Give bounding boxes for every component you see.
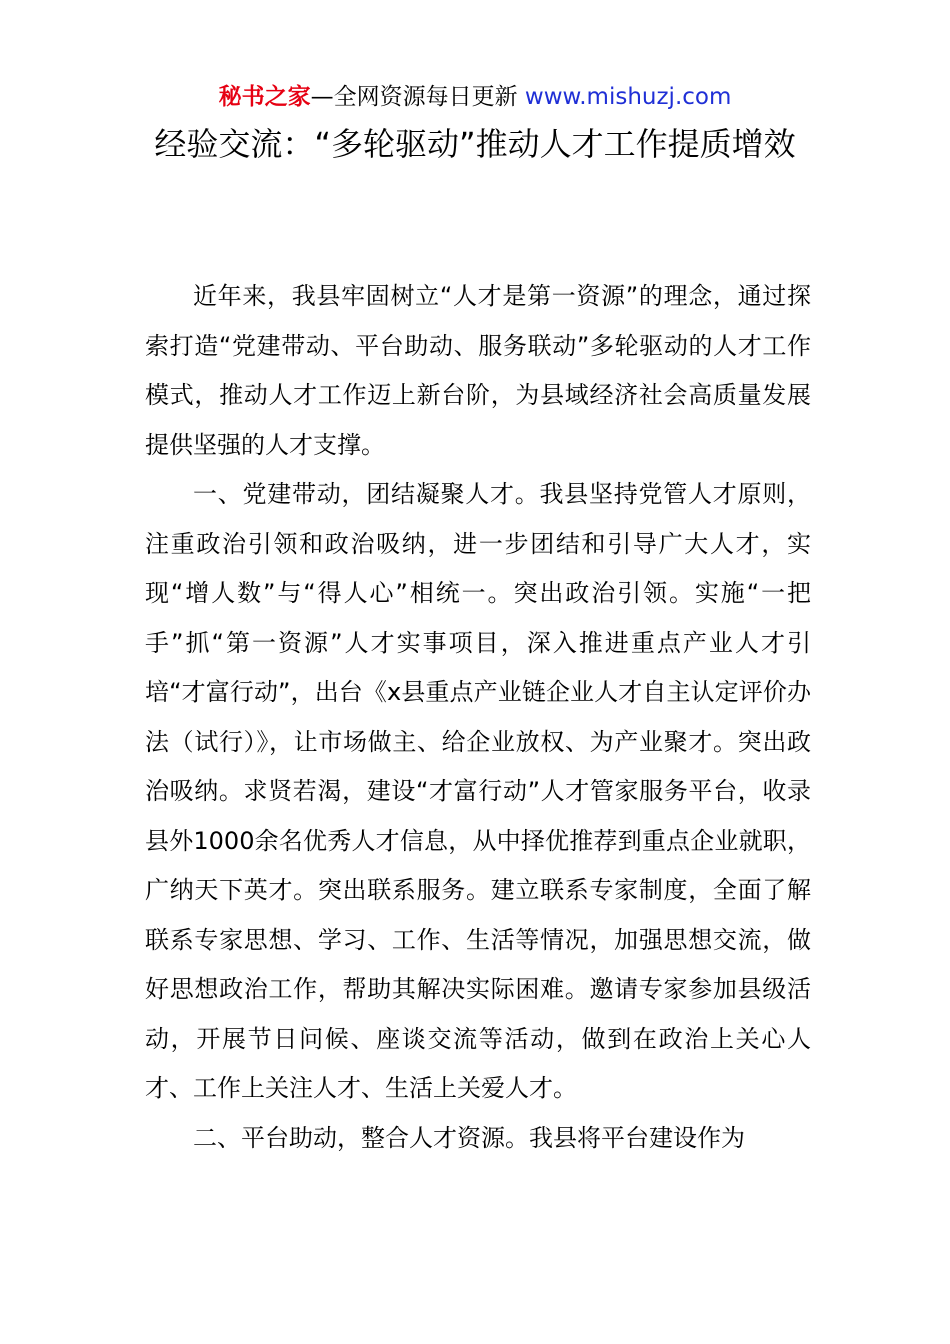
site-tagline: —全网资源每日更新 — [310, 84, 525, 110]
site-brand: 秘书之家 — [218, 84, 311, 110]
paragraph-section-one: 一、党建带动，团结凝聚人才。我县坚持党管人才原则，注重政治引领和政治吸纳，进一步团结和引导广大人才，实现“增人数”与“得人心”相统一。突出政治引领。实施“一把手”抓“第一资源”人才实事项目，深入推进重点产业人才引培“才富行动”，出台《x县重点产业链企业人才自主认定评价办法（试行）》，让市场做主、给企业放权、为产业聚才。突出政治吸纳。求贤若渴，建设“才富行动”人才管家服务平台，收录县外1000余名优秀人才信息，从中择优推荐到重点企业就职，广纳天下英才。突出联系服务。建立联系专家制度，全面了解联系专家思想、学习、工作、生活等情况，加强思想交流，做好思想政治工作，帮助其解决实际困难。邀请专家参加县级活动，开展节日问候、座谈交流等活动，做到在政治上关心人才、工作上关注人才、生活上关爱人才。 — [145, 480, 811, 1102]
document-body — [145, 272, 811, 1163]
site-url-link[interactable]: www.mishuzj.com — [524, 84, 732, 110]
paragraph-intro: 近年来，我县牢固树立“人才是第一资源”的理念，通过探索打造“党建带动、平台助动、服务联动”多轮驱动的人才工作模式，推动人才工作迈上新台阶，为县域经济社会高质量发展提供坚强的人才支撑。 — [145, 282, 811, 459]
paragraph-section-two: 二、平台助动，整合人才资源。我县将平台建设作为 — [193, 1123, 745, 1152]
site-header — [0, 80, 950, 114]
document-title: 经验交流：“多轮驱动”推动人才工作提质增效 — [154, 125, 796, 163]
